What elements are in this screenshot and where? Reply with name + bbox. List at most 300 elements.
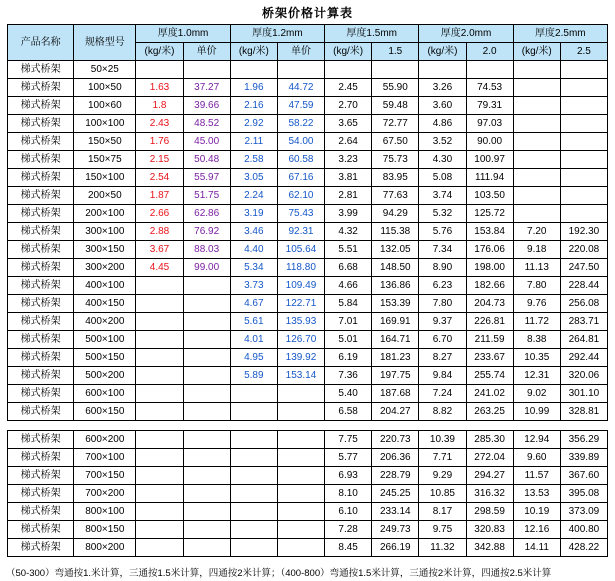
- header-group-1_5: 厚度1.5mm: [325, 25, 419, 43]
- cell-value: [136, 485, 183, 503]
- cell-value: 283.71: [560, 313, 607, 331]
- cell-value: 6.10: [325, 503, 372, 521]
- cell-value: 51.75: [183, 187, 230, 205]
- cell-value: 44.72: [277, 79, 324, 97]
- cell-value: [183, 349, 230, 367]
- cell-spec: 400×100: [74, 277, 136, 295]
- footnote: （50-300）弯通按1.米计算，三通按1.5米计算，四通按2米计算；（400-800）弯通按1.5米计算，三通按2米计算，四通按2.5米计算: [6, 568, 552, 579]
- cell-value: 367.60: [560, 467, 607, 485]
- cell-value: 125.72: [466, 205, 513, 223]
- cell-value: [183, 61, 230, 79]
- cell-value: 9.84: [419, 367, 466, 385]
- cell-value: 4.95: [230, 349, 277, 367]
- cell-value: 39.66: [183, 97, 230, 115]
- table-row: [8, 349, 608, 367]
- table-row: [8, 467, 608, 485]
- cell-value: [183, 539, 230, 557]
- cell-value: 204.73: [466, 295, 513, 313]
- cell-value: [136, 367, 183, 385]
- cell-value: 8.90: [419, 259, 466, 277]
- cell-value: [183, 485, 230, 503]
- cell-value: 3.19: [230, 205, 277, 223]
- cell-value: 4.01: [230, 331, 277, 349]
- cell-value: 100.97: [466, 151, 513, 169]
- cell-value: 8.45: [325, 539, 372, 557]
- cell-value: [183, 331, 230, 349]
- cell-spec: 500×100: [74, 331, 136, 349]
- cell-value: 1.63: [136, 79, 183, 97]
- cell-value: 9.29: [419, 467, 466, 485]
- cell-value: 148.50: [372, 259, 419, 277]
- cell-product-name: 梯式桥架: [8, 449, 74, 467]
- cell-value: 2.54: [136, 169, 183, 187]
- header-product-name: 产品名称: [8, 25, 74, 61]
- cell-value: [277, 449, 324, 467]
- cell-value: 247.50: [560, 259, 607, 277]
- table-row: [8, 503, 608, 521]
- cell-value: 11.72: [513, 313, 560, 331]
- cell-spec: 600×150: [74, 403, 136, 421]
- cell-value: 111.94: [466, 169, 513, 187]
- cell-value: [230, 385, 277, 403]
- cell-value: 10.99: [513, 403, 560, 421]
- cell-value: 2.11: [230, 133, 277, 151]
- cell-value: 139.92: [277, 349, 324, 367]
- cell-value: 395.08: [560, 485, 607, 503]
- cell-value: 2.16: [230, 97, 277, 115]
- cell-value: 7.34: [419, 241, 466, 259]
- cell-value: 7.80: [419, 295, 466, 313]
- cell-value: [183, 521, 230, 539]
- cell-value: 7.20: [513, 223, 560, 241]
- cell-value: 2.64: [325, 133, 372, 151]
- table-row: [8, 259, 608, 277]
- cell-value: 4.32: [325, 223, 372, 241]
- cell-value: 181.23: [372, 349, 419, 367]
- cell-value: 54.00: [277, 133, 324, 151]
- cell-value: 2.43: [136, 115, 183, 133]
- cell-value: 6.93: [325, 467, 372, 485]
- cell-value: [560, 133, 607, 151]
- table-row: [8, 61, 608, 79]
- cell-value: 2.58: [230, 151, 277, 169]
- cell-value: 153.39: [372, 295, 419, 313]
- cell-value: 59.48: [372, 97, 419, 115]
- cell-value: [277, 431, 324, 449]
- table-row: [8, 241, 608, 259]
- cell-value: 76.92: [183, 223, 230, 241]
- cell-value: [277, 539, 324, 557]
- cell-value: [513, 97, 560, 115]
- cell-spec: 800×200: [74, 539, 136, 557]
- cell-value: 2.70: [325, 97, 372, 115]
- cell-value: 182.66: [466, 277, 513, 295]
- cell-product-name: 梯式桥架: [8, 331, 74, 349]
- cell-value: 233.67: [466, 349, 513, 367]
- cell-value: 4.30: [419, 151, 466, 169]
- cell-product-name: 梯式桥架: [8, 521, 74, 539]
- cell-value: 169.91: [372, 313, 419, 331]
- cell-value: [513, 61, 560, 79]
- cell-spec: 150×75: [74, 151, 136, 169]
- cell-value: 255.74: [466, 367, 513, 385]
- cell-product-name: 梯式桥架: [8, 349, 74, 367]
- cell-product-name: 梯式桥架: [8, 151, 74, 169]
- cell-value: [136, 277, 183, 295]
- table-row: [8, 403, 608, 421]
- cell-value: 10.39: [419, 431, 466, 449]
- cell-value: [136, 313, 183, 331]
- cell-value: [277, 403, 324, 421]
- cell-value: [230, 449, 277, 467]
- cell-value: [230, 521, 277, 539]
- cell-value: 72.77: [372, 115, 419, 133]
- cell-value: 7.80: [513, 277, 560, 295]
- cell-value: [277, 521, 324, 539]
- cell-value: 77.63: [372, 187, 419, 205]
- cell-value: 2.15: [136, 151, 183, 169]
- cell-value: [419, 61, 466, 79]
- table-row: [8, 205, 608, 223]
- cell-value: 266.19: [372, 539, 419, 557]
- cell-value: 198.00: [466, 259, 513, 277]
- cell-spec: 700×100: [74, 449, 136, 467]
- cell-value: 204.27: [372, 403, 419, 421]
- cell-value: 292.44: [560, 349, 607, 367]
- cell-value: 3.67: [136, 241, 183, 259]
- cell-spec: 600×100: [74, 385, 136, 403]
- cell-spec: 100×60: [74, 97, 136, 115]
- table-row: [8, 79, 608, 97]
- header-sub-1_5-price: 1.5: [372, 43, 419, 61]
- cell-value: [230, 61, 277, 79]
- cell-value: 245.25: [372, 485, 419, 503]
- header-sub-1_0-price: 单价: [183, 43, 230, 61]
- cell-value: [560, 115, 607, 133]
- cell-value: [513, 187, 560, 205]
- cell-value: 115.38: [372, 223, 419, 241]
- cell-value: 50.48: [183, 151, 230, 169]
- cell-value: 8.82: [419, 403, 466, 421]
- cell-value: 3.65: [325, 115, 372, 133]
- table-row: [8, 539, 608, 557]
- cell-value: 13.53: [513, 485, 560, 503]
- cell-value: 7.01: [325, 313, 372, 331]
- cell-value: 1.76: [136, 133, 183, 151]
- cell-value: 62.10: [277, 187, 324, 205]
- header-sub-1_2-weight: (kg/米): [230, 43, 277, 61]
- cell-value: 79.31: [466, 97, 513, 115]
- cell-value: 11.32: [419, 539, 466, 557]
- cell-product-name: 梯式桥架: [8, 367, 74, 385]
- cell-value: 7.24: [419, 385, 466, 403]
- cell-value: 4.40: [230, 241, 277, 259]
- cell-value: 99.00: [183, 259, 230, 277]
- cell-product-name: 梯式桥架: [8, 403, 74, 421]
- cell-spec: 500×150: [74, 349, 136, 367]
- cell-value: [183, 277, 230, 295]
- cell-value: 9.02: [513, 385, 560, 403]
- cell-value: 8.17: [419, 503, 466, 521]
- cell-product-name: 梯式桥架: [8, 223, 74, 241]
- cell-value: 7.28: [325, 521, 372, 539]
- cell-value: [513, 205, 560, 223]
- table-row: [8, 485, 608, 503]
- cell-value: [325, 61, 372, 79]
- cell-value: 400.80: [560, 521, 607, 539]
- cell-value: 342.88: [466, 539, 513, 557]
- table-gap: [0, 421, 615, 430]
- cell-value: 103.50: [466, 187, 513, 205]
- cell-value: 176.06: [466, 241, 513, 259]
- cell-value: 12.16: [513, 521, 560, 539]
- cell-value: 2.66: [136, 205, 183, 223]
- cell-value: [136, 467, 183, 485]
- cell-value: 164.71: [372, 331, 419, 349]
- cell-value: [277, 503, 324, 521]
- cell-value: 220.08: [560, 241, 607, 259]
- cell-value: 226.81: [466, 313, 513, 331]
- header-group-row: [8, 25, 608, 43]
- cell-spec: 600×200: [74, 431, 136, 449]
- cell-spec: 150×50: [74, 133, 136, 151]
- cell-spec: 300×150: [74, 241, 136, 259]
- cell-value: [183, 313, 230, 331]
- cell-value: [513, 169, 560, 187]
- cell-value: 5.01: [325, 331, 372, 349]
- cell-value: 256.08: [560, 295, 607, 313]
- table-row: [8, 295, 608, 313]
- cell-spec: 100×50: [74, 79, 136, 97]
- cell-product-name: 梯式桥架: [8, 259, 74, 277]
- cell-value: 58.22: [277, 115, 324, 133]
- cell-value: 94.29: [372, 205, 419, 223]
- cell-value: 197.75: [372, 367, 419, 385]
- cell-value: [513, 79, 560, 97]
- cell-value: 83.95: [372, 169, 419, 187]
- cell-value: [136, 449, 183, 467]
- cell-value: 1.87: [136, 187, 183, 205]
- header-sub-2_0-price: 2.0: [466, 43, 513, 61]
- cell-value: 298.59: [466, 503, 513, 521]
- cell-value: [136, 503, 183, 521]
- table-row: [8, 151, 608, 169]
- cell-value: 12.94: [513, 431, 560, 449]
- cell-value: [183, 385, 230, 403]
- cell-value: 55.90: [372, 79, 419, 97]
- page-title: 桥架价格计算表: [261, 6, 353, 20]
- cell-value: 11.13: [513, 259, 560, 277]
- cell-value: 3.46: [230, 223, 277, 241]
- cell-value: [560, 169, 607, 187]
- cell-value: 220.73: [372, 431, 419, 449]
- cell-product-name: 梯式桥架: [8, 115, 74, 133]
- table-row: [8, 115, 608, 133]
- cell-product-name: 梯式桥架: [8, 205, 74, 223]
- cell-product-name: 梯式桥架: [8, 503, 74, 521]
- cell-value: [183, 431, 230, 449]
- cell-value: 5.08: [419, 169, 466, 187]
- cell-value: [372, 61, 419, 79]
- cell-value: [230, 467, 277, 485]
- header-sub-2_5-weight: (kg/米): [513, 43, 560, 61]
- cell-value: 4.86: [419, 115, 466, 133]
- cell-value: 153.14: [277, 367, 324, 385]
- cell-value: 1.96: [230, 79, 277, 97]
- cell-value: 3.52: [419, 133, 466, 151]
- price-table-continued: [7, 430, 608, 557]
- table-row: [8, 223, 608, 241]
- cell-value: [560, 151, 607, 169]
- cell-spec: 500×200: [74, 367, 136, 385]
- cell-value: 339.89: [560, 449, 607, 467]
- cell-value: [513, 133, 560, 151]
- table-row: [8, 187, 608, 205]
- cell-value: [277, 385, 324, 403]
- cell-value: 5.32: [419, 205, 466, 223]
- cell-product-name: 梯式桥架: [8, 79, 74, 97]
- cell-spec: 150×100: [74, 169, 136, 187]
- cell-value: 6.58: [325, 403, 372, 421]
- cell-value: 67.16: [277, 169, 324, 187]
- cell-value: 48.52: [183, 115, 230, 133]
- table-row: [8, 385, 608, 403]
- cell-value: 2.92: [230, 115, 277, 133]
- cell-value: 7.36: [325, 367, 372, 385]
- cell-value: 75.73: [372, 151, 419, 169]
- cell-value: 135.93: [277, 313, 324, 331]
- cell-value: 5.34: [230, 259, 277, 277]
- cell-value: 3.74: [419, 187, 466, 205]
- cell-value: 3.99: [325, 205, 372, 223]
- cell-value: 9.37: [419, 313, 466, 331]
- cell-value: 211.59: [466, 331, 513, 349]
- table-header: [8, 25, 608, 61]
- header-group-2_5: 厚度2.5mm: [513, 25, 607, 43]
- cell-value: [230, 539, 277, 557]
- cell-value: 37.27: [183, 79, 230, 97]
- table-row: [8, 97, 608, 115]
- cell-value: 5.77: [325, 449, 372, 467]
- cell-value: [560, 79, 607, 97]
- cell-product-name: 梯式桥架: [8, 485, 74, 503]
- price-table: [7, 24, 608, 421]
- cell-value: [183, 403, 230, 421]
- cell-value: 3.05: [230, 169, 277, 187]
- cell-value: [560, 205, 607, 223]
- table-row: [8, 431, 608, 449]
- cell-value: 105.64: [277, 241, 324, 259]
- cell-value: 5.51: [325, 241, 372, 259]
- cell-value: 6.23: [419, 277, 466, 295]
- cell-value: 2.81: [325, 187, 372, 205]
- cell-value: [136, 431, 183, 449]
- cell-value: 126.70: [277, 331, 324, 349]
- header-sub-1_5-weight: (kg/米): [325, 43, 372, 61]
- header-sub-1_0-weight: (kg/米): [136, 43, 183, 61]
- cell-value: 9.60: [513, 449, 560, 467]
- cell-value: 2.24: [230, 187, 277, 205]
- cell-spec: 800×100: [74, 503, 136, 521]
- cell-spec: 400×150: [74, 295, 136, 313]
- cell-value: 206.36: [372, 449, 419, 467]
- cell-value: 356.29: [560, 431, 607, 449]
- cell-value: 8.10: [325, 485, 372, 503]
- cell-product-name: 梯式桥架: [8, 169, 74, 187]
- cell-value: [136, 521, 183, 539]
- cell-value: [136, 331, 183, 349]
- cell-value: 3.81: [325, 169, 372, 187]
- cell-value: 6.19: [325, 349, 372, 367]
- cell-value: 47.59: [277, 97, 324, 115]
- cell-value: 6.68: [325, 259, 372, 277]
- table-body-lower: [8, 431, 608, 557]
- cell-value: 45.00: [183, 133, 230, 151]
- header-sub-2_0-weight: (kg/米): [419, 43, 466, 61]
- cell-spec: 400×200: [74, 313, 136, 331]
- cell-value: [183, 467, 230, 485]
- cell-value: 67.50: [372, 133, 419, 151]
- cell-value: 132.05: [372, 241, 419, 259]
- cell-value: 60.58: [277, 151, 324, 169]
- cell-value: 10.19: [513, 503, 560, 521]
- cell-product-name: 梯式桥架: [8, 385, 74, 403]
- cell-value: [183, 503, 230, 521]
- cell-value: [230, 485, 277, 503]
- cell-value: [136, 349, 183, 367]
- cell-value: 7.71: [419, 449, 466, 467]
- cell-product-name: 梯式桥架: [8, 187, 74, 205]
- cell-spec: 300×200: [74, 259, 136, 277]
- table-row: [8, 449, 608, 467]
- cell-value: 14.11: [513, 539, 560, 557]
- header-group-1_2: 厚度1.2mm: [230, 25, 324, 43]
- cell-value: [277, 467, 324, 485]
- cell-value: 11.57: [513, 467, 560, 485]
- cell-value: 241.02: [466, 385, 513, 403]
- cell-value: 9.76: [513, 295, 560, 313]
- cell-value: [136, 539, 183, 557]
- cell-spec: 200×50: [74, 187, 136, 205]
- cell-spec: 700×150: [74, 467, 136, 485]
- cell-value: [560, 97, 607, 115]
- header-sub-2_5-price: 2.5: [560, 43, 607, 61]
- table-row: [8, 331, 608, 349]
- cell-value: 263.25: [466, 403, 513, 421]
- table-row: [8, 313, 608, 331]
- cell-spec: 800×150: [74, 521, 136, 539]
- cell-value: [466, 61, 513, 79]
- cell-value: 301.10: [560, 385, 607, 403]
- cell-value: 6.70: [419, 331, 466, 349]
- cell-value: [513, 115, 560, 133]
- cell-value: [183, 295, 230, 313]
- cell-product-name: 梯式桥架: [8, 431, 74, 449]
- cell-value: 9.18: [513, 241, 560, 259]
- cell-value: 97.03: [466, 115, 513, 133]
- cell-value: 118.80: [277, 259, 324, 277]
- header-group-1_0: 厚度1.0mm: [136, 25, 230, 43]
- cell-value: [183, 449, 230, 467]
- cell-value: 294.27: [466, 467, 513, 485]
- cell-value: 109.49: [277, 277, 324, 295]
- cell-value: 136.86: [372, 277, 419, 295]
- cell-value: [560, 61, 607, 79]
- cell-value: 90.00: [466, 133, 513, 151]
- cell-product-name: 梯式桥架: [8, 241, 74, 259]
- cell-value: [136, 385, 183, 403]
- cell-value: 88.03: [183, 241, 230, 259]
